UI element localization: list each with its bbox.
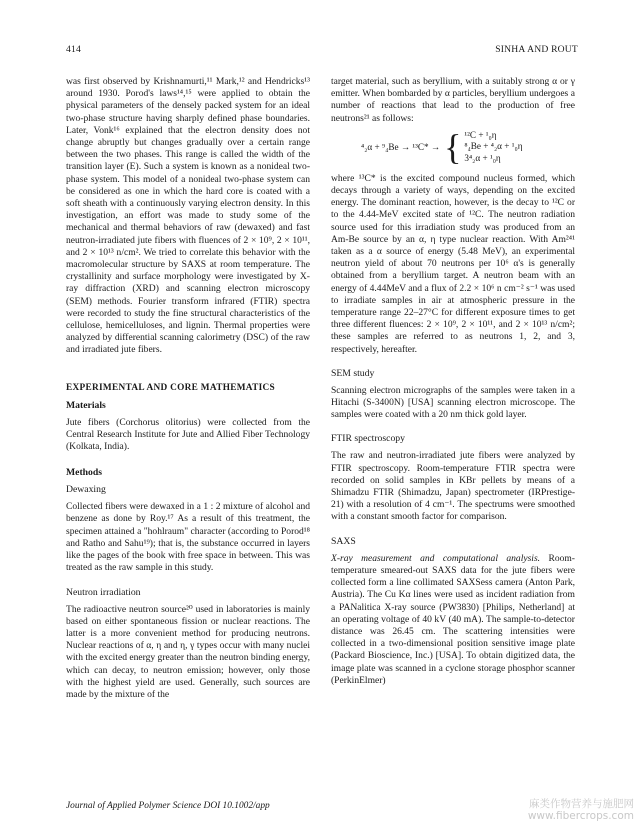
watermark-line: www.fibercrops.com [527,810,634,822]
dewaxing-paragraph: Collected fibers were dewaxed in a 1 : 2 mixture of alcohol and benzene as done by Roy.¹⁷ As a result of this treatment, the specimen attained a "hohlraum" character (according to Porod¹⁸ and Ratho and Sahu¹⁹); that is, the substance occurred in layers like the pages of the book with free space in between. This was treated as the raw sample in this study. [66,501,310,574]
equation-row: ⁸₄Be + ⁴₂α + ¹₀η [464,141,523,152]
equation-lhs: ⁴₂α + ⁹₄Be → ¹³C* → [361,141,441,152]
equation-row: 3⁴₂α + ¹₀η [464,152,501,163]
left-column [66,76,310,701]
journal-footer: Journal of Applied Polymer Science DOI 10.1002/app [66,801,270,811]
neutron-irradiation-heading: Neutron irradiation [66,586,141,598]
running-head: SINHA AND ROUT [495,44,578,55]
dewaxing-heading: Dewaxing [66,484,106,496]
saxs-lead: X-ray measurement and computational analysis. [331,552,541,564]
sem-paragraph: Scanning electron micrographs of the samples were taken in a Hitachi (S-3400N) [USA] scanning electron microscope. The samples were coated with a 20 nm thick gold layer. [331,384,575,421]
right-column [331,76,575,687]
reaction-paragraph: where ¹³C* is the excited compound nucleus formed, which decays through a variety of ways, depending on the excited energy. The dominant reaction, however, is the decay to ¹²C or to the 4.44-MeV excited state of ¹²C. The neutron radiation source used for this irradiation study was produced from an Am-Be source by an α, η type nuclear reaction. With Am²⁴¹ taken as a α source of energy (5.48 MeV), an experimental neutron yield of about 70 neutrons per 10⁶ α's is generally obtained from a beryllium target. A neutron beam with an energy of 4.44MeV and a flux of 2.2 × 10⁶ n cm⁻² s⁻¹ was used to irradiate samples in air at atmospheric pressure in the temperature range 22–27°C for different exposure times to get three different fluences: 2 × 10⁹, 2 × 10¹¹, and 2 × 10¹³ n/cm²; these samples are referred to as neutrons 1, 2, and 3, respectively, hereafter. [331,172,575,355]
watermark [528,798,634,822]
sem-heading: SEM study [331,367,375,379]
equation-brace: { [444,126,462,167]
equation-products [464,130,522,165]
methods-heading: Methods [66,467,103,479]
section-heading: EXPERIMENTAL AND CORE MATHEMATICS [66,382,276,393]
intro-paragraph: was first observed by Krishnamurti,¹¹ Mark,¹² and Hendricks¹³ around 1930. Porod's laws¹⁴,¹⁵ were applied to obtain the physical parameters of the densely packed system for an ideal two-phase structure having sharply defined phase boundaries. Later, Vonk¹⁶ explained that the electron density does not change abruptly but changes gradually over a certain range between the two phases. This range is called the width of the transition layer (E). Such a system is known as a nonideal two-phase system. This model of a nonideal two-phase system can be considered as one in which the hard core is coated with a soft sheath with a continuously varying electron density. In this investigation, an effort was made to study some of the mechanical and thermal behaviors of raw (dewaxed) and fast neutron-irradiated jute fibers with fluences of 2 × 10⁹, 2 × 10¹¹, and 2 × 10¹³ n/cm². We tried to correlate this behavior with the macromolecular structure by SAXS at room temperature. The crystallinity and surface morphology were investigated by X-ray diffraction (XRD) and scanning electron microscopy (SEM) methods. Fourier transform infrared (FTIR) spectra were recorded to study the fine structural characteristics of the cellulose, hemicelluloses, and lignin. Thermal properties were analyzed by differential scanning calorimetry (DSC) of the raw and irradiated jute fibers. [66,76,310,356]
materials-heading: Materials [66,399,106,411]
neutron-irradiation-paragraph: The radioactive neutron source²⁰ used in laboratories is mainly based on either spontaneous fission or nuclear reactions. The latter is a more convenient method for producing neutrons. Nuclear reactions of α, η and η, γ types occur with many nuclei with the excited energy greater than the neutron binding energy, which can decay, to neutron emission; however, only those with the highest yield are used. Generally, such sources are made by the mixture of the [66,603,310,700]
saxs-body: Room-temperature smeared-out SAXS data for the jute fibers were collected form a line collimated SAXSess camera (Anton Park, Austria). The Cu Kα lines were used as incident radiation from a PANalitica X-ray source (PW3830) [Philips, Netherland] at an operating voltage of 40 kV (40 mA). The sample-to-detector distance was 26.45 cm. The scattering intensities were collected in a two-dimensional position sensitive image plate (Packard Bioscience, Inc.) [USA]. To obtain digitized data, the image plate was scanned in a cyclone storage phosphor scanner (PerkinElmer) [331,552,575,686]
watermark-line: 麻类作物营养与施肥网 [529,798,634,810]
equation-row: ¹²C + ¹₀η [464,129,497,140]
page-number: 414 [66,44,81,55]
ftir-paragraph: The raw and neutron-irradiated jute fibers were analyzed by FTIR spectroscopy. Room-temperature FTIR spectra were recorded on solid samples in KBr pellets by means of a Shimadzu FTIR (Shimadzu, Japan) spectrometer (IRPrestige-21) with a resolution of 4 cm⁻¹. The spectrums were smoothed with a constant smooth factor for comparison. [331,450,575,523]
ftir-heading: FTIR spectroscopy [331,433,405,445]
target-paragraph: target material, such as beryllium, with a suitably strong α or γ emitter. When bombarded by α particles, beryllium undergoes a number of reactions that lead to the production of free neutrons²¹ as follows: [331,76,575,124]
materials-paragraph: Jute fibers (Corchorus olitorius) were collected from the Central Research Institute for Jute and Allied Fiber Technology (Kolkata, India). [66,416,310,453]
saxs-paragraph [331,553,575,687]
nuclear-reaction-equation [361,126,575,167]
saxs-heading: SAXS [331,535,356,547]
